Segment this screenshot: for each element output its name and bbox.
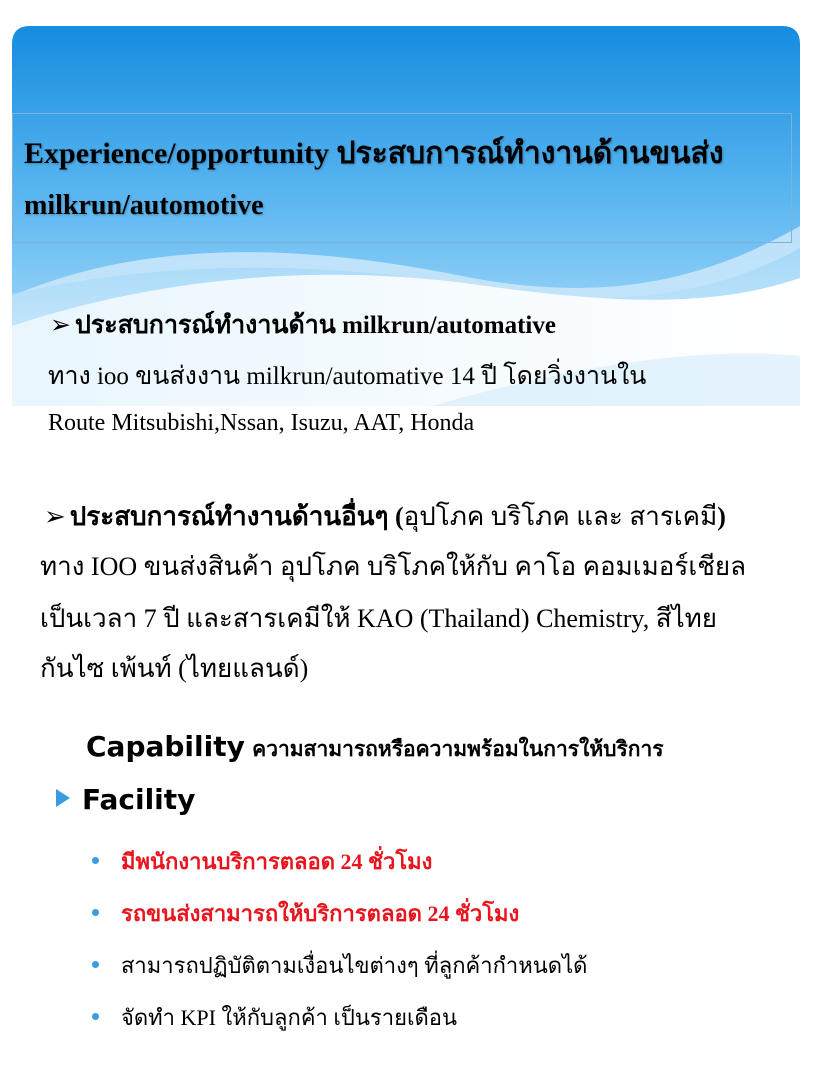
facility-item — [92, 844, 432, 879]
other-experience-heading — [44, 496, 726, 537]
dot-bullet-icon — [92, 961, 99, 968]
capability-word: Capability — [86, 730, 245, 763]
dot-bullet-icon — [92, 1013, 99, 1020]
triangle-bullet-icon — [56, 789, 70, 807]
milkrun-experience-text-1: ทาง ioo ขนส่งงาน milkrun/automative 14 ปี โดยวิ่งงานใน — [48, 363, 647, 390]
facility-heading — [56, 783, 195, 816]
milkrun-experience-heading — [50, 305, 556, 345]
facility-item — [92, 1000, 457, 1035]
facility-item-text: รถขนส่งสามารถให้บริการตลอด 24 ชั่วโมง — [121, 901, 520, 926]
other-experience-text-3: กันไซ เพ้นท์ (ไทยแลนด์) — [40, 654, 309, 683]
page-title-line-1: Experience/opportunity ประสบการณ์ทำงานด้านขนส่ง — [24, 137, 724, 170]
capability-heading — [86, 730, 664, 766]
facility-item-text: สามารถปฏิบัติตามเงื่อนไขต่างๆ ที่ลูกค้ากำหนดได้ — [121, 953, 588, 978]
milkrun-heading-thai: ประสบการณ์ทำงานด้าน — [74, 312, 343, 339]
other-experience-text-1: ทาง IOO ขนส่งสินค้า อุปโภค บริโภคให้กับ คาโอ คอมเมอร์เชียล — [40, 552, 747, 581]
page-title-line-2: milkrun/automotive — [24, 190, 264, 221]
facility-item — [92, 896, 519, 931]
facility-item — [92, 948, 587, 983]
paren-close: ) — [717, 502, 726, 531]
facility-item-text: จัดทำ KPI ให้กับลูกค้า เป็นรายเดือน — [121, 1005, 458, 1030]
facility-label: Facility — [82, 783, 196, 816]
other-heading-categories: อุปโภค บริโภค และ สารเคมี — [403, 502, 718, 531]
dot-bullet-icon — [92, 857, 99, 864]
arrow-bullet-icon: ➢ — [50, 312, 71, 339]
capability-thai: ความสามารถหรือความพร้อมในการให้บริการ — [244, 737, 664, 761]
milkrun-heading-english: milkrun/automative — [342, 312, 556, 339]
dot-bullet-icon — [92, 909, 99, 916]
paren-open: ( — [394, 502, 404, 531]
arrow-bullet-icon: ➢ — [44, 502, 66, 531]
milkrun-experience-text-2: Route Mitsubishi,Nssan, Isuzu, AAT, Honda — [48, 410, 475, 436]
other-heading-bold: ประสบการณ์ทำงานด้านอื่นๆ — [69, 502, 395, 531]
other-experience-text-2: เป็นเวลา 7 ปี และสารเคมีให้ KAO (Thailand) Chemistry, สีไทย — [40, 604, 718, 633]
facility-item-text: มีพนักงานบริการตลอด 24 ชั่วโมง — [121, 849, 433, 874]
